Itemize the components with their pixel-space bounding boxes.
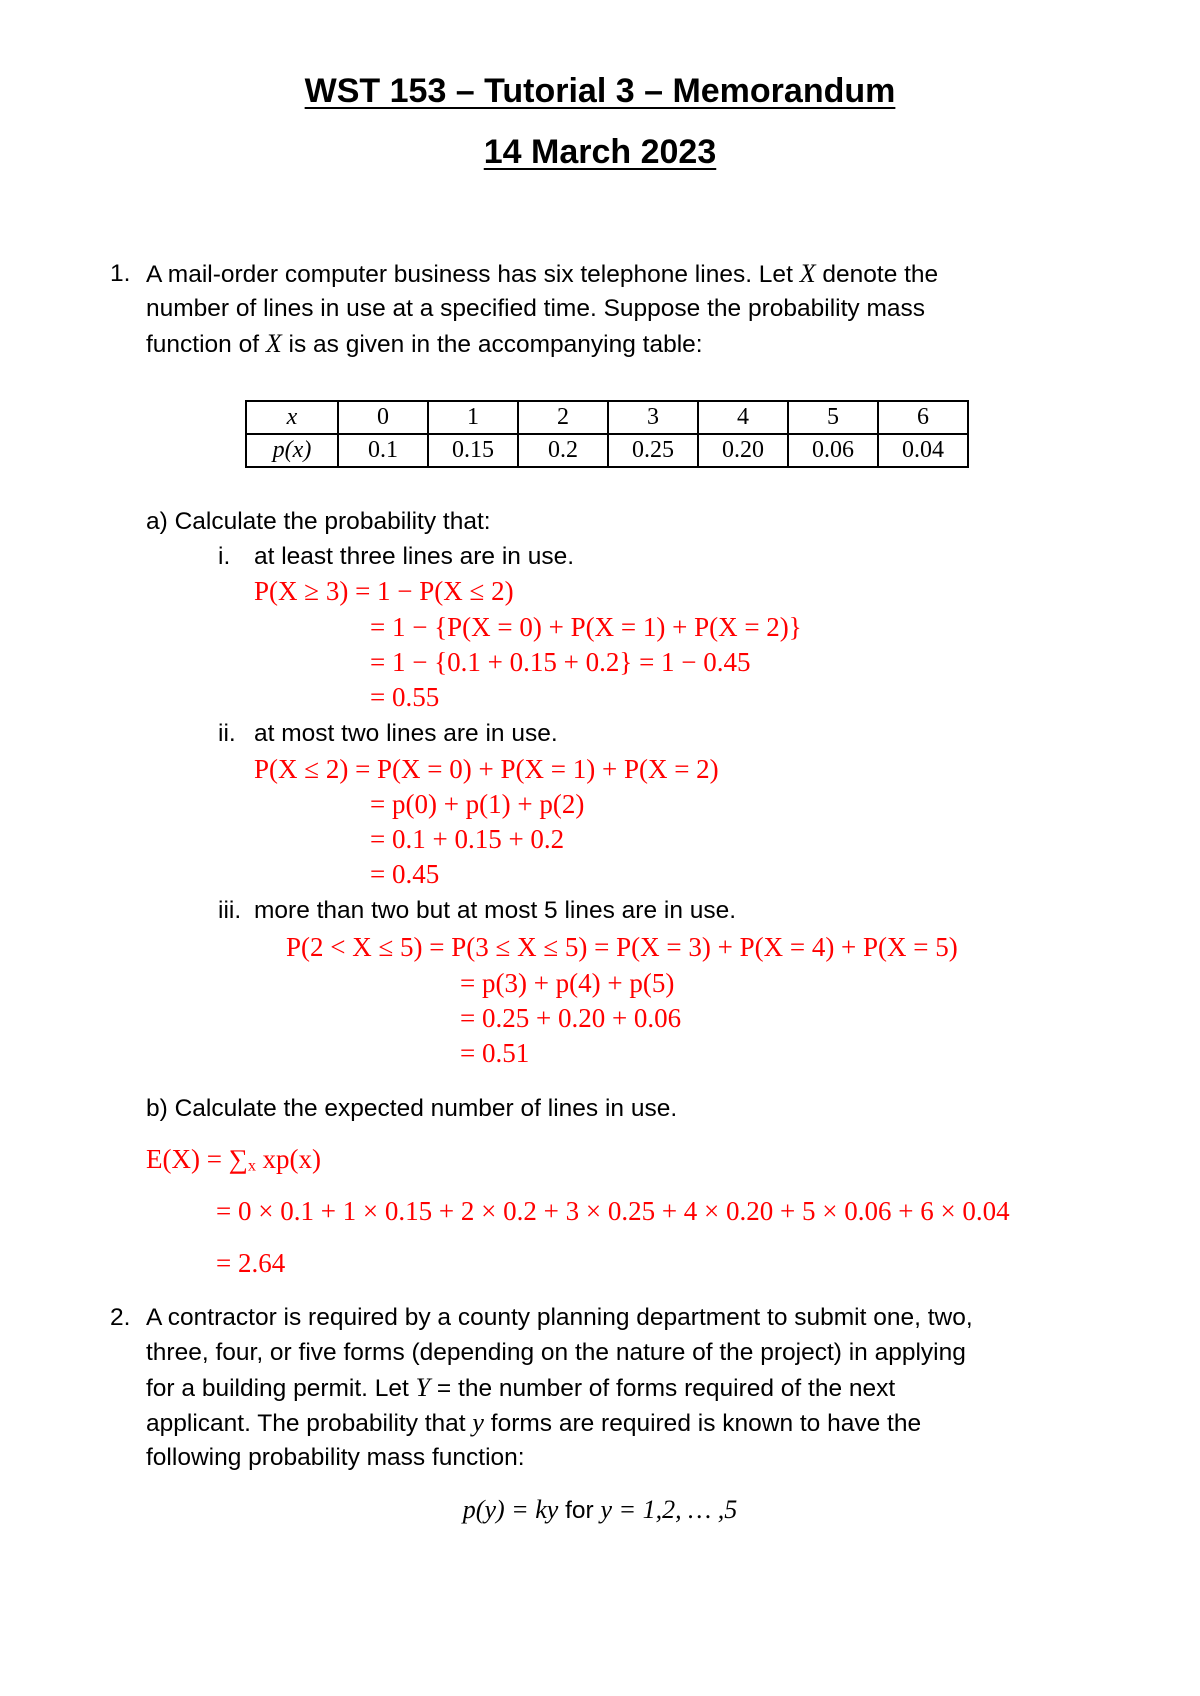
part-b-work-line: E(X) = ∑ₓ xp(x) [146,1144,322,1174]
part-a-i-work-line: = 1 − {0.1 + 0.15 + 0.2} = 1 − 0.45 [370,647,751,677]
pmf-p-cell: 0.06 [788,434,878,467]
part-a-ii-work-line: = 0.1 + 0.15 + 0.2 [370,824,565,854]
part-b-label: b) Calculate the expected number of lines in use. [146,1095,678,1122]
part-a-ii-work-line: = p(0) + p(1) + p(2) [370,789,585,819]
pmf-row-p [246,434,968,467]
pmf-x-cell: 5 [788,401,878,434]
pmf-table [245,400,969,468]
pmf-row-x [246,401,968,434]
pmf-p-cell: 0.20 [698,434,788,467]
part-a-ii-work-line: P(X ≤ 2) = P(X = 0) + P(X = 1) + P(X = 2) [254,754,719,784]
page-title: WST 153 – Tutorial 3 – Memorandum [304,72,896,110]
part-b-work-line: = 2.64 [216,1248,286,1278]
question-2-stem-line-3: for a building permit. Let Y = the number of forms required of the next [146,1373,896,1402]
pmf-x-cell: 1 [428,401,518,434]
question-2-stem-line-5: following probability mass function: [146,1444,525,1471]
part-a-i-label: i. [218,543,231,570]
pmf-p-cell: 0.1 [338,434,428,467]
pmf-x-cell: 2 [518,401,608,434]
part-a-ii-label: ii. [218,720,236,747]
question-2-number: 2. [110,1304,131,1331]
part-a-i-work-line: P(X ≥ 3) = 1 − P(X ≤ 2) [254,576,514,606]
part-a-iii-work-line: P(2 < X ≤ 5) = P(3 ≤ X ≤ 5) = P(X = 3) + P(X = 4) + P(X = 5) [286,932,958,962]
part-a-iii-label: iii. [218,897,242,924]
question-2-formula: p(y) = ky for y = 1,2, … ,5 [462,1495,738,1524]
pmf-header-p: p(x) [246,434,338,467]
part-a-iii-work-line: = 0.51 [460,1038,530,1068]
question-1-stem-line-2: number of lines in use at a specified time. Suppose the probability mass [146,295,925,322]
part-b-work-line: = 0 × 0.1 + 1 × 0.15 + 2 × 0.2 + 3 × 0.25 + 4 × 0.20 + 5 × 0.06 + 6 × 0.04 [216,1196,1010,1226]
part-a-i-work-line: = 1 − {P(X = 0) + P(X = 1) + P(X = 2)} [370,612,802,642]
pmf-p-cell: 0.25 [608,434,698,467]
pmf-x-cell: 3 [608,401,698,434]
part-a-ii-work-line: = 0.45 [370,859,440,889]
part-a-i-text: at least three lines are in use. [254,543,575,570]
part-a-iii-work-line: = 0.25 + 0.20 + 0.06 [460,1003,682,1033]
part-a-iii-text: more than two but at most 5 lines are in use. [254,897,737,924]
pmf-p-cell: 0.04 [878,434,968,467]
question-1-stem-line-1: A mail-order computer business has six telephone lines. Let X denote the [146,259,939,288]
pmf-header-x: x [246,401,338,434]
part-a-ii-text: at most two lines are in use. [254,720,558,747]
part-a-iii-work-line: = p(3) + p(4) + p(5) [460,968,675,998]
question-2-stem-line-1: A contractor is required by a county planning department to submit one, two, [146,1304,973,1331]
question-1-stem-line-3: function of X is as given in the accompanying table: [146,329,703,358]
part-a-i-work-line: = 0.55 [370,682,440,712]
pmf-x-cell: 6 [878,401,968,434]
pmf-p-cell: 0.2 [518,434,608,467]
question-2-stem-line-4: applicant. The probability that y forms are required is known to have the [146,1408,922,1437]
question-2-stem-line-2: three, four, or five forms (depending on the nature of the project) in applying [146,1339,966,1366]
question-1-number: 1. [110,260,131,287]
pmf-p-cell: 0.15 [428,434,518,467]
part-a-label: a) Calculate the probability that: [146,508,491,535]
page-date: 14 March 2023 [483,133,717,171]
pmf-x-cell: 4 [698,401,788,434]
pmf-x-cell: 0 [338,401,428,434]
